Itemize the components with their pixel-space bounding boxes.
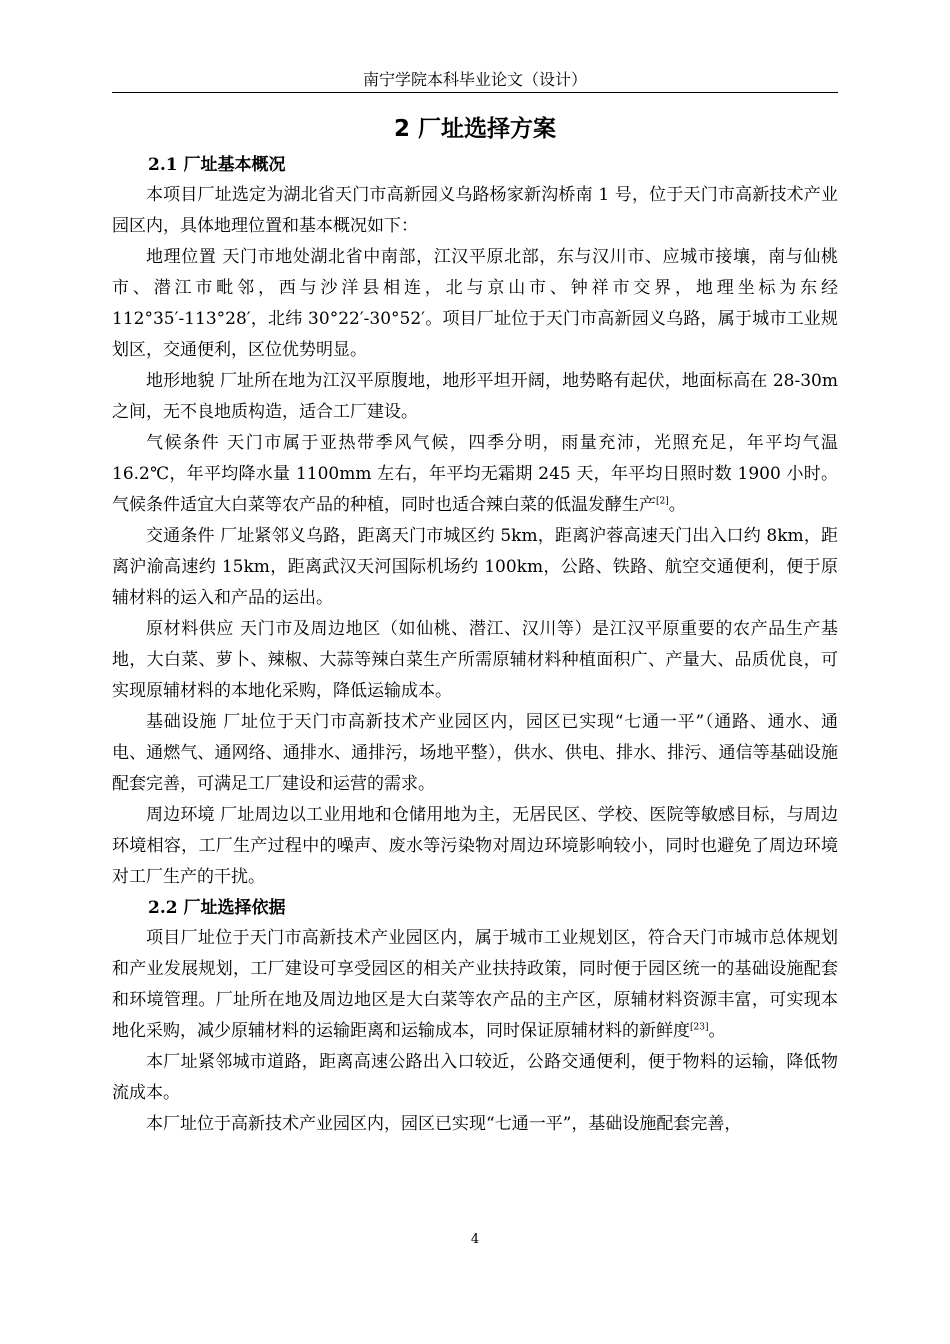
- paragraph: 本项目厂址选定为湖北省天门市高新园义乌路杨家新沟桥南 1 号，位于天门市高新技术产业园区内，具体地理位置和基本概况如下：: [112, 185, 838, 236]
- page-header: [112, 68, 838, 93]
- citation: [23]: [690, 1022, 709, 1033]
- paragraph: 项目厂址位于天门市高新技术产业园区内，属于城市工业规划区，符合天门市城市总体规划和产业发展规划，工厂建设可享受园区的相关产业扶持政策，同时便于园区统一的基础设施配套和环境管理。厂址所在地及周边地区是大白菜等农产品的主产区，原辅材料资源丰富，可实现本地化采购，减少原辅材料的运输距离和运输成本，同时保证原辅材料的新鲜度[23]。: [112, 928, 838, 1041]
- paragraph: 地形地貌 厂址所在地为江汉平原腹地，地形平坦开阔，地势略有起伏，地面标高在 28-30m 之间，无不良地质构造，适合工厂建设。: [112, 371, 838, 422]
- section-heading: 2.2 厂址选择依据: [148, 898, 286, 918]
- section-heading: 2.1 厂址基本概况: [148, 155, 286, 175]
- paragraph: 原材料供应 天门市及周边地区（如仙桃、潜江、汉川等）是江汉平原重要的农产品生产基地，大白菜、萝卜、辣椒、大蒜等辣白菜生产所需原辅材料种植面积广、产量大、品质优良，可实现原辅材料的本地化采购，降低运输成本。: [112, 619, 838, 701]
- paragraph: 地理位置 天门市地处湖北省中南部，江汉平原北部，东与汉川市、应城市接壤，南与仙桃市、潜江市毗邻，西与沙洋县相连，北与京山市、钟祥市交界，地理坐标为东经 112°35′-113°28′，北纬 30°22′-30°52′。项目厂址位于天门市高新园义乌路，属于城市工业规划区，交通便利，区位优势明显。: [112, 247, 838, 360]
- paragraph: 周边环境 厂址周边以工业用地和仓储用地为主，无居民区、学校、医院等敏感目标，与周边环境相容，工厂生产过程中的噪声、废水等污染物对周边环境影响较小，同时也避免了周边环境对工厂生产的干扰。: [112, 805, 838, 887]
- paragraph: 本厂址紧邻城市道路，距离高速公路出入口较近，公路交通便利，便于物料的运输，降低物流成本。: [112, 1052, 838, 1103]
- page-number: 4: [470, 1232, 480, 1247]
- document-body: [112, 108, 838, 1140]
- header-text: 南宁学院本科毕业论文（设计）: [362, 70, 587, 89]
- paragraph: 本厂址位于高新技术产业园区内，园区已实现“七通一平”，基础设施配套完善，: [146, 1114, 742, 1134]
- chapter-title: 2 厂址选择方案: [393, 116, 556, 142]
- paragraph: 气候条件 天门市属于亚热带季风气候，四季分明，雨量充沛，光照充足，年平均气温 16.2℃，年平均降水量 1100mm 左右，年平均无霜期 245 天，年平均日照时数 1900 小时。气候条件适宜大白菜等农产品的种植，同时也适合辣白菜的低温发酵生产[2]。: [112, 433, 838, 515]
- paragraph: 基础设施 厂址位于天门市高新技术产业园区内，园区已实现“七通一平”（通路、通水、通电、通燃气、通网络、通排水、通排污，场地平整），供水、供电、排水、排污、通信等基础设施配套完善，可满足工厂建设和运营的需求。: [112, 712, 838, 794]
- citation: [2]: [656, 496, 669, 507]
- paragraph: 交通条件 厂址紧邻义乌路，距离天门市城区约 5km，距离沪蓉高速天门出入口约 8km，距离沪渝高速约 15km，距离武汉天河国际机场约 100km，公路、铁路、航空交通便利，便于原辅材料的运入和产品的运出。: [112, 526, 838, 608]
